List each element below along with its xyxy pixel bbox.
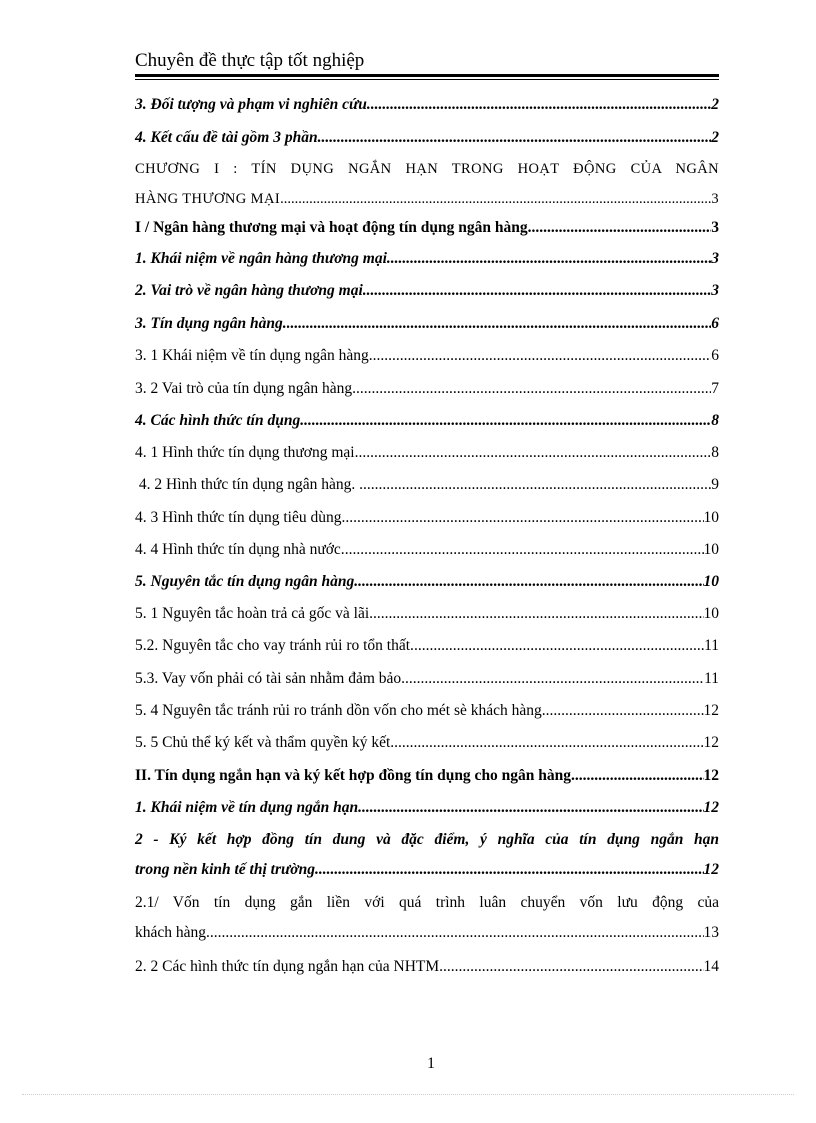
toc-entry[interactable]: 1. Khái niệm về ngân hàng thương mại ..... 3 — [135, 244, 719, 274]
toc-page-number: 11 — [704, 670, 719, 687]
toc-page-number: 10 — [703, 573, 719, 590]
toc-entry[interactable]: 3. 1 Khái niệm về tín dụng ngân hàng. ..... 6 — [135, 341, 719, 371]
toc-entry[interactable]: 3. 2 Vai trò của tín dụng ngân hàng. ..... 7 — [135, 374, 719, 404]
toc-page-number: 10 — [703, 509, 719, 526]
header-title: Chuyên đề thực tập tốt nghiệp — [135, 50, 365, 71]
toc-page-number: 7 — [711, 380, 719, 397]
toc-page-number: 3 — [711, 250, 719, 267]
toc-page-number: 6 — [711, 347, 719, 364]
toc-page-number: 9 — [711, 476, 719, 493]
toc-entry-line1: 2 - Ký kết hợp đồng tín dung và đặc điểm, ý nghĩa của tín dụng ngắn hạn — [135, 831, 719, 848]
header-rule-thick — [135, 74, 719, 77]
toc-page-number: 6 — [711, 315, 719, 332]
toc-entry[interactable]: 3. Đối tượng và phạm vi nghiên cứu. ..... 2 — [135, 90, 719, 120]
toc-entry-multiline[interactable]: 2.1/ Vốn tín dụng gắn liền với quá trình luân chuyển vốn lưu động của khách hàng ..... 13 — [135, 888, 719, 948]
toc-page-number: 2 — [711, 96, 719, 113]
toc-entry[interactable]: 4. 1 Hình thức tín dụng thương mại. ..... 8 — [135, 438, 719, 468]
toc-entry[interactable]: 4. 2 Hình thức tín dụng ngân hàng. ..... 9 — [135, 470, 719, 500]
toc-page-number: 3 — [711, 219, 719, 236]
toc-entry[interactable]: 5. 4 Nguyên tắc tránh rủi ro tránh dồn vốn cho mét sè khách hàng. ..... 12 — [135, 696, 719, 726]
toc-page-number: 13 — [703, 924, 719, 941]
toc-entry[interactable]: 5.2. Nguyên tắc cho vay tránh rủi ro tổn thất. ..... 11 — [135, 631, 719, 661]
toc-entry[interactable]: 5. Nguyên tắc tín dụng ngân hàng. ..... 10 — [135, 567, 719, 597]
toc-page-number: 12 — [703, 861, 719, 878]
toc-entry[interactable]: 5. 1 Nguyên tắc hoàn trả cả gốc và lãi. ..... 10 — [135, 599, 719, 629]
toc-page-number: 12 — [703, 734, 719, 751]
toc-entry[interactable]: 1. Khái niệm về tín dụng ngắn hạn. ..... 12 — [135, 793, 719, 823]
toc-entry[interactable]: 5. 5 Chủ thể ký kết và thẩm quyền ký kết. ..... 12 — [135, 728, 719, 758]
toc-page-number: 14 — [703, 958, 719, 975]
toc-entry[interactable]: 4. 3 Hình thức tín dụng tiêu dùng. ..... 10 — [135, 503, 719, 533]
toc-page-number: 3 — [711, 282, 719, 299]
page-border-bottom — [22, 1094, 794, 1095]
toc-page-number: 10 — [703, 541, 719, 558]
toc-entry-chapter[interactable]: CHƯƠNG I : TÍN DỤNG NGẮN HẠN TRONG HOẠT ĐỘNG CỦA NGÂN HÀNG THƯƠNG MẠI ..... 3 — [135, 154, 719, 214]
toc-entry[interactable]: 2. 2 Các hình thức tín dụng ngắn hạn của NHTM ..... 14 — [135, 952, 719, 982]
toc-entry[interactable]: I / Ngân hàng thương mại và hoạt động tín dụng ngân hàng ..... 3 — [135, 213, 719, 243]
toc-page-number: 8 — [711, 444, 719, 461]
toc-entry[interactable]: 4. Các hình thức tín dụng. ..... 8 — [135, 406, 719, 436]
toc-page-number: 11 — [704, 637, 719, 654]
toc-page-number: 12 — [703, 702, 719, 719]
toc-entry-line1: CHƯƠNG I : TÍN DỤNG NGẮN HẠN TRONG HOẠT ĐỘNG CỦA NGÂN — [135, 161, 719, 177]
toc-entry[interactable]: 4. 4 Hình thức tín dụng nhà nước. ..... 10 — [135, 535, 719, 565]
toc-entry-multiline[interactable]: 2 - Ký kết hợp đồng tín dung và đặc điểm, ý nghĩa của tín dụng ngắn hạn trong nền kinh tế thị trường ..... 12 — [135, 825, 719, 885]
page-number: 1 — [427, 1055, 435, 1072]
toc-page-number: 12 — [703, 799, 719, 816]
toc-page-number: 12 — [703, 767, 719, 784]
toc-entry[interactable]: 4. Kết cấu đề tài gồm 3 phần. ..... 2 — [135, 123, 719, 153]
toc-page-number: 3 — [711, 191, 719, 207]
toc-entry-line1: 2.1/ Vốn tín dụng gắn liền với quá trình luân chuyển vốn lưu động của — [135, 894, 719, 911]
toc-page-number: 10 — [703, 605, 719, 622]
header-rule-thin — [135, 79, 719, 80]
toc-entry[interactable]: II. Tín dụng ngắn hạn và ký kết hợp đồng tín dụng cho ngân hàng ..... 12 — [135, 761, 719, 791]
toc-entry[interactable]: 2. Vai trò về ngân hàng thương mại ..... 3 — [135, 276, 719, 306]
page-header — [135, 48, 719, 80]
toc-page-number: 2 — [711, 129, 719, 146]
toc-entry[interactable]: 3. Tín dụng ngân hàng. ..... 6 — [135, 309, 719, 339]
toc-entry[interactable]: 5.3. Vay vốn phải có tài sản nhằm đảm bảo ..... 11 — [135, 664, 719, 694]
toc-page-number: 8 — [711, 412, 719, 429]
